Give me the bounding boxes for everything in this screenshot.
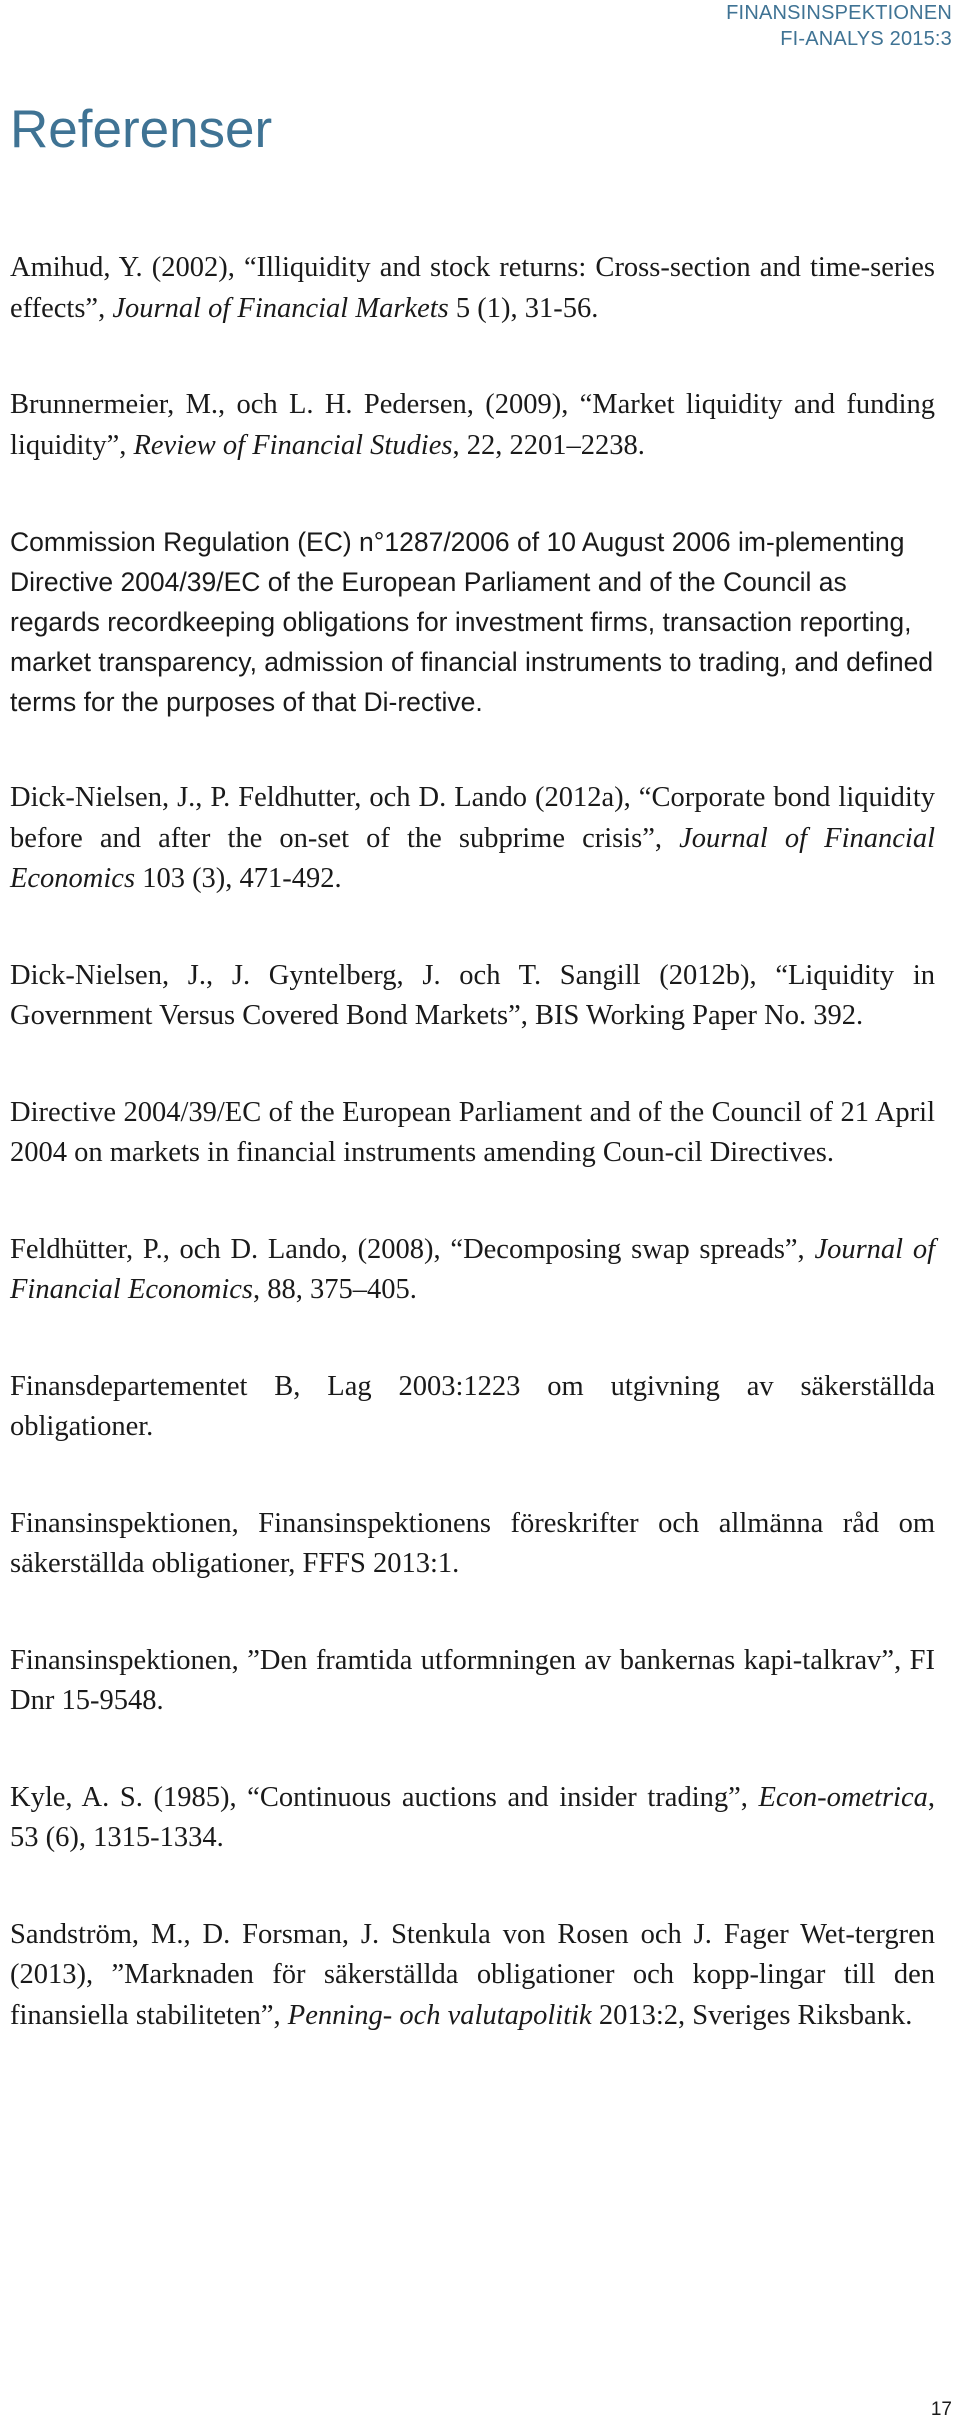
reference-entry	[10, 248, 935, 329]
reference-entry	[10, 385, 935, 466]
reference-entry	[10, 522, 935, 722]
reference-journal: Penning- och valutapolitik	[287, 1999, 592, 2031]
reference-text: Finansinspektionen, ”Den framtida utformningen av bankernas kapi-talkrav”, FI Dnr 15-9548.	[10, 1644, 935, 1716]
reference-details: 5 (1), 31-56.	[448, 292, 599, 324]
page-title: Referenser	[10, 100, 273, 159]
reference-text: Dick-Nielsen, J., P. Feldhutter, och D. Lando (2012a), “Corporate bond liquidity before and after the on-set of the subprime crisis”,	[10, 782, 935, 854]
reference-entry	[10, 1093, 935, 1174]
reference-text: Finansdepartementet B, Lag 2003:1223 om utgivning av säkerställda obligationer.	[10, 1370, 935, 1442]
reference-text: Kyle, A. S. (1985), “Continuous auctions and insider trading”,	[10, 1781, 759, 1813]
reference-details: , 53 (6), 1315-1334.	[10, 1781, 935, 1853]
reference-text: Brunnermeier, M., och L. H. Pedersen, (2009), “Market liquidity and funding liquidity”,	[10, 389, 935, 461]
reference-entry	[10, 778, 935, 900]
reference-entry	[10, 1367, 935, 1448]
reference-details: 103 (3), 471-492.	[135, 863, 342, 894]
reference-text: Feldhütter, P., och D. Lando, (2008), “Decomposing swap spreads”,	[10, 1233, 815, 1265]
reference-text: Amihud, Y. (2002), “Illiquidity and stock returns: Cross-section and time-series effects”,	[10, 252, 935, 324]
reference-journal: Journal of Financial Economics	[10, 822, 935, 894]
reference-entry	[10, 1230, 935, 1311]
reference-text: Commission Regulation (EC) n°1287/2006 of 10 August 2006 im-plementing Directive 2004/39/EC of the European Parliament and of the Council as regards recordkeeping obligations for investment firms, transaction reporting, market transparency, admission of financial instruments to trading, and defined terms for the purposes of that Di-rective.	[10, 527, 934, 717]
reference-details: , 22, 2201–2238.	[452, 429, 645, 461]
reference-journal: Econ-ometrica	[758, 1781, 928, 1813]
reference-entry	[10, 1504, 935, 1585]
reference-details: , 88, 375–405.	[253, 1274, 417, 1305]
reference-journal: Journal of Financial Economics	[10, 1233, 936, 1305]
reference-journal: Review of Financial Studies	[133, 429, 453, 461]
header-report-id: FI-ANALYS 2015:3	[780, 28, 952, 50]
reference-text: Sandström, M., D. Forsman, J. Stenkula von Rosen och J. Fager Wet-tergren (2013), ”Marknaden för säkerställda obligationer och kopp-lingar till den finansiella stabiliteten”,	[10, 1918, 935, 2031]
reference-text: Directive 2004/39/EC of the European Parliament and of the Council of 21 April 2004 on markets in financial instruments amending Coun-cil Directives.	[10, 1096, 935, 1168]
reference-list	[10, 248, 935, 2092]
reference-journal: Journal of Financial Markets	[112, 292, 449, 324]
reference-entry	[10, 956, 935, 1037]
reference-text: Finansinspektionen, Finansinspektionens föreskrifter och allmänna råd om säkerställda obligationer, FFFS 2013:1.	[10, 1507, 935, 1579]
reference-entry	[10, 1778, 935, 1859]
header-organization: FINANSINSPEKTIONEN	[726, 2, 952, 24]
running-header	[726, 0, 952, 52]
page-number: 17	[930, 2399, 952, 2420]
reference-entry	[10, 1641, 935, 1722]
reference-entry	[10, 1915, 935, 2037]
reference-details: 2013:2, Sveriges Riksbank.	[591, 1999, 913, 2031]
reference-text: Dick-Nielsen, J., J. Gyntelberg, J. och T. Sangill (2012b), “Liquidity in Government Versus Covered Bond Markets”, BIS Working Paper No. 392.	[10, 959, 935, 1031]
